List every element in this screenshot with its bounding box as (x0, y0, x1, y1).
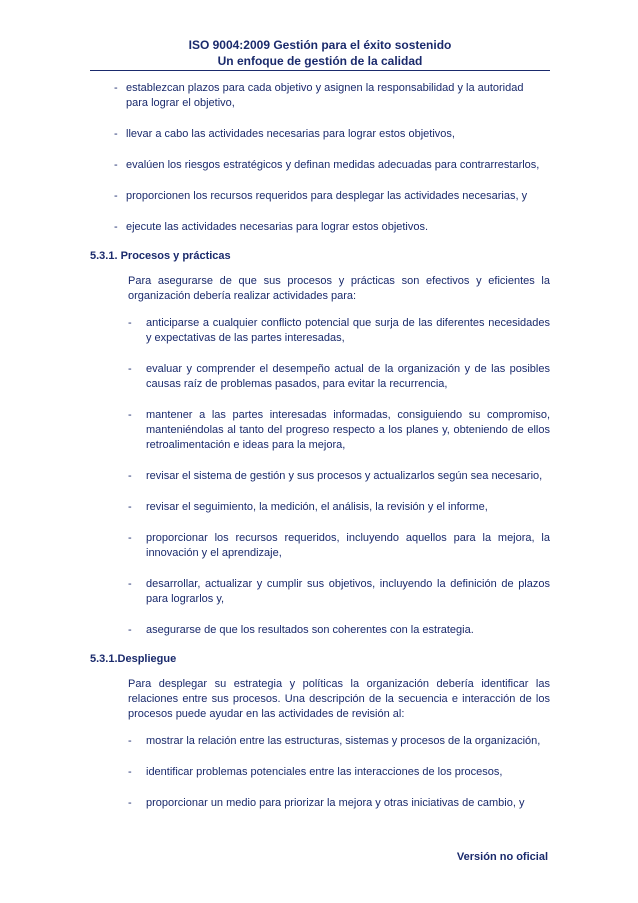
footer-note: Versión no oficial (456, 851, 548, 863)
list-item: - asegurarse de que los resultados son coherentes con la estrategia. (128, 624, 474, 636)
list-item: - evaluar y comprender el desempeño actual de la organización y de las posibles causas raíz de problemas pasados, para evitar la recurrencia, (128, 363, 550, 390)
list-item: - llevar a cabo las actividades necesarias para lograr estos objetivos, (114, 128, 455, 140)
procesos-list (90, 316, 550, 638)
list-item: - mantener a las partes interesadas informadas, consiguiendo su compromiso, manteniéndolas al tanto del progreso respecto a los planes y, obteniendo de ellos retroalimentación e ideas para la mejora, (128, 409, 550, 451)
list-item: - proporcionar los recursos requeridos, incluyendo aquellos para la mejora, la innovación y el aprendizaje, (128, 532, 550, 559)
list-item: - evalúen los riesgos estratégicos y definan medidas adecuadas para contrarrestarlos, (114, 159, 540, 171)
section-heading-despliegue: 5.3.1.Despliegue (90, 653, 177, 665)
list-item: - desarrollar, actualizar y cumplir sus objetivos, incluyendo la definición de plazos para lograrlos y, (128, 578, 550, 605)
list-item: - proporcionen los recursos requeridos para desplegar las actividades necesarias, y (114, 190, 528, 202)
section-intro-paragraph: Para desplegar su estrategia y políticas la organización debería identificar las relaciones entre sus procesos. Una descripción de la secuencia e interacción de los procesos puede ayudar en las actividades de revisión al: (128, 678, 550, 720)
list-item: - revisar el seguimiento, la medición, el análisis, la revisión y el informe, (128, 501, 488, 513)
header-divider (90, 70, 550, 71)
list-item: - proporcionar un medio para priorizar la mejora y otras iniciativas de cambio, y (128, 797, 525, 809)
page-header (90, 37, 550, 69)
list-item: - ejecute las actividades necesarias para lograr estos objetivos. (114, 221, 429, 233)
despliegue-list (90, 734, 550, 811)
list-item: - establezcan plazos para cada objetivo y asignen la responsabilidad y la autoridad para lograr el objetivo, (114, 82, 524, 109)
list-item: - revisar el sistema de gestión y sus procesos y actualizarlos según sea necesario, (128, 470, 543, 482)
document-body (90, 81, 550, 827)
list-item: - anticiparse a cualquier conflicto potencial que surja de las diferentes necesidades y expectativas de las partes interesadas, (128, 317, 550, 344)
header-subtitle: Un enfoque de gestión de la calidad (217, 54, 423, 68)
objectives-list (90, 81, 550, 235)
list-item: - identificar problemas potenciales entre las interacciones de los procesos, (128, 766, 503, 778)
section-intro-paragraph: Para asegurarse de que sus procesos y prácticas son efectivos y eficientes la organización debería realizar actividades para: (128, 275, 550, 302)
list-item: - mostrar la relación entre las estructuras, sistemas y procesos de la organización, (128, 735, 541, 747)
section-heading-procesos: 5.3.1. Procesos y prácticas (90, 250, 231, 262)
header-title: ISO 9004:2009 Gestión para el éxito sostenido (188, 38, 452, 52)
